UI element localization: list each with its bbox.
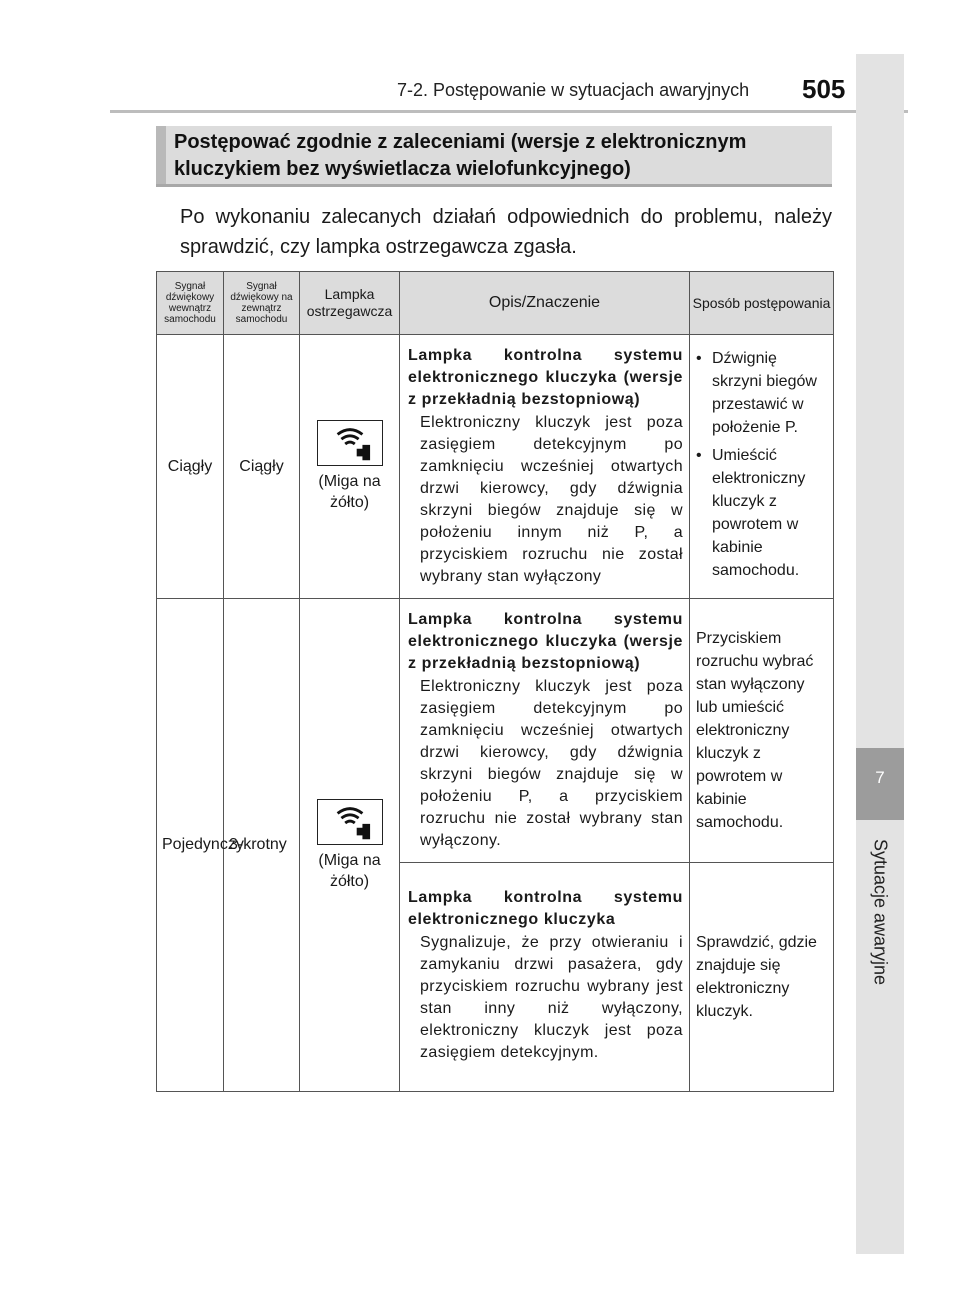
warning-table — [156, 271, 834, 1092]
intro-paragraph: Po wykonaniu zalecanych działań odpowiednich do problemu, należy sprawdzić, czy lampka ostrzegawcza zgasła. — [180, 206, 832, 258]
chapter-number-tab[interactable]: 7 — [856, 748, 904, 820]
header-divider — [110, 110, 908, 113]
description-title: Lampka kontrolna systemu elektronicznego kluczyka — [408, 889, 683, 928]
action-list — [696, 347, 827, 582]
smart-key-warning-icon — [317, 799, 383, 845]
header-warning-lamp: Lampka ostrzegawcza — [300, 272, 400, 335]
description-cell — [400, 335, 690, 599]
description-cell — [400, 599, 690, 863]
action-cell: Przyciskiem rozruchu wybrać stan wyłączony lub umieścić elektroniczny kluczyk z powrotem w kabinie samochodu. — [690, 599, 834, 863]
table-header-row — [157, 272, 834, 335]
table-row — [157, 335, 834, 599]
inside-buzzer-value: Ciągły — [157, 335, 224, 599]
description-body: Elektroniczny kluczyk jest poza zasięgiem detekcyjnym po zamknięciu wcześniej otwartych drzwi kierowcy, gdy dźwignia skrzyni biegów znajduje się w położeniu innym niż P, a przyciskiem rozruchu nie został wybrany stan wyłączony — [420, 414, 683, 585]
smart-key-warning-icon — [317, 420, 383, 466]
header-action: Sposób postępowania — [690, 272, 834, 335]
action-cell: Sprawdzić, gdzie znajduje się elektroniczny kluczyk. — [690, 863, 834, 1092]
description-body: Sygnalizuje, że przy otwieraniu i zamykaniu drzwi pasażera, gdy przyciskiem rozruchu wybrany jest stan inny niż wyłączony, elektroniczny kluczyk jest poza zasięgiem detekcyjnym. — [420, 934, 683, 1061]
inside-buzzer-value: Pojedynczy — [157, 599, 224, 1092]
description-title: Lampka kontrolna systemu elektronicznego kluczyka (wersje z przekładnią bezstopniową) — [408, 347, 683, 408]
lamp-caption: (Miga na żółto) — [318, 851, 381, 890]
warning-lamp-cell — [300, 335, 400, 599]
table-row — [157, 599, 834, 863]
page-title: 7-2. Postępowanie w sytuacjach awaryjnych — [397, 80, 750, 100]
header-outside-buzzer: Sygnał dźwiękowy na zewnątrz samochodu — [224, 272, 300, 335]
page-number: 505 — [802, 74, 846, 104]
outside-buzzer-value: 3-krotny — [224, 599, 300, 1092]
description-body: Elektroniczny kluczyk jest poza zasięgiem detekcyjnym po zamknięciu wcześniej otwartych drzwi kierowcy, gdy dźwignia skrzyni biegów znajduje się w położeniu P, a przyciskiem rozruchu nie został wybrany stan wyłączony. — [420, 678, 683, 849]
section-title: Postępować zgodnie z zaleceniami (wersje z elektronicznym kluczykiem bez wyświetlacza wielofunkcyjnego) — [174, 131, 747, 180]
description-cell — [400, 863, 690, 1092]
warning-lamp-cell — [300, 599, 400, 1092]
side-tab — [856, 54, 904, 1254]
action-cell — [690, 335, 834, 599]
section-heading-rule — [156, 184, 832, 187]
header-description: Opis/Znaczenie — [400, 272, 690, 335]
chapter-label: Sytuacje awaryjne — [870, 838, 891, 986]
lamp-caption: (Miga na żółto) — [318, 473, 381, 511]
action-item: • Dźwignię skrzyni biegów przestawić w położenie P. — [696, 347, 827, 439]
description-title: Lampka kontrolna systemu elektronicznego kluczyka (wersje z przekładnią bezstopniową) — [408, 611, 683, 672]
section-heading-accent — [156, 126, 166, 186]
header-inside-buzzer: Sygnał dźwiękowy wewnątrz samochodu — [157, 272, 224, 335]
action-item: • Umieścić elektroniczny kluczyk z powrotem w kabinie samochodu. — [696, 444, 827, 582]
outside-buzzer-value: Ciągły — [224, 335, 300, 599]
